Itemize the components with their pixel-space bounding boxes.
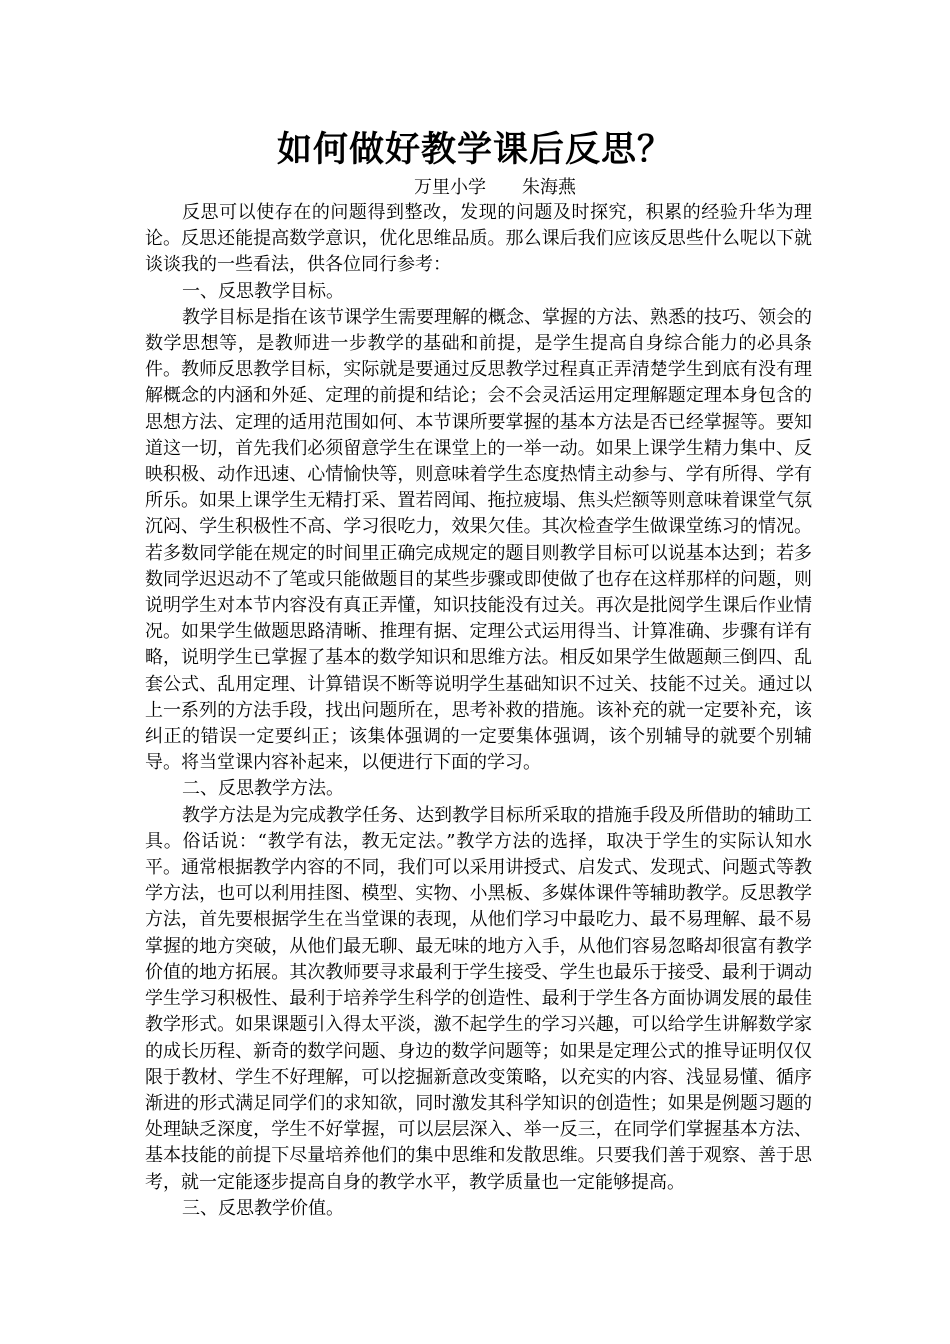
author-line: 万里小学 朱海燕 xyxy=(414,177,576,198)
document-title: 如何做好教学课后反思？ xyxy=(276,129,673,170)
section-heading-3: 三、反思教学价值。 xyxy=(182,1197,344,1219)
section-2-paragraph: 教学方法是为完成教学任务、达到教学目标所采取的措施手段及所借助的辅助工具。俗话说：“教学有法，教无定法。”教学方法的选择，取决于学生的实际认知水平。通常根据教学内容的不同，我们可以采用讲授式、启发式、发现式、问题式等教学方法，也可以利用挂图、模型、实物、小黑板、多媒体课件等辅助教学。反思教学方法，首先要根据学生在当堂课的表现，从他们学习中最吃力、最不易理解、最不易掌握的地方突破，从他们最无聊、最无味的地方入手，从他们容易忽略却很富有教学价值的地方拓展。其次教师要寻求最利于学生接受、学生也最乐于接受、最利于调动学生学习积极性、最利于培养学生科学的创造性、最利于学生各方面协调发展的最佳教学形式。如果课题引入得太平淡，激不起学生的学习兴趣，可以给学生讲解数学家的成长历程、新奇的数学问题、身边的数学问题等；如果是定理公式的推导证明仅仅限于教材、学生不好理解，可以挖掘新意改变策略，以充实的内容、浅显易懂、循序渐进的形式满足同学们的求知欲，同时激发其科学知识的创造性；如果是例题习题的处理缺乏深度，学生不好掌握，可以层层深入、举一反三，在同学们掌握基本方法、基本技能的前提下尽量培养他们的集中思维和发散思维。只要我们善于观察、善于思考，就一定能逐步提高自身的教学水平，教学质量也一定能够提高。 xyxy=(145,804,812,1193)
section-1-paragraph: 教学目标是指在该节课学生需要理解的概念、掌握的方法、熟悉的技巧、领会的数学思想等，是教师进一步教学的基础和前提，是学生提高自身综合能力的必具条件。教师反思教学目标，实际就是要通过反思教学过程真正弄清楚学生到底有没有理解概念的内涵和外延、定理的前提和结论；会不会灵活运用定理解题定理本身包含的思想方法、定理的适用范围如何、本节课所要掌握的基本方法是否已经掌握等。要知道这一切，首先我们必须留意学生在课堂上的一举一动。如果上课学生精力集中、反映积极、动作迅速、心情愉快等，则意味着学生态度热情主动参与、学有所得、学有所乐。如果上课学生无精打采、置若罔闻、拖拉疲塌、焦头烂额等则意味着课堂气氛沉闷、学生积极性不高、学习很吃力，效果欠佳。其次检查学生做课堂练习的情况。若多数同学能在规定的时间里正确完成规定的题目则教学目标可以说基本达到；若多数同学迟迟动不了笔或只能做题目的某些步骤或即使做了也存在这样那样的问题，则说明学生对本节内容没有真正弄懂，知识技能没有过关。再次是批阅学生课后作业情况。如果学生做题思路清晰、推理有据、定理公式运用得当、计算准确、步骤有详有略，说明学生已掌握了基本的数学知识和思维方法。相反如果学生做题颠三倒四、乱套公式、乱用定理、计算错误不断等说明学生基础知识不过关、技能不过关。通过以上一系列的方法手段，找出问题所在，思考补救的措施。该补充的就一定要补充，该纠正的错误一定要纠正；该集体强调的一定要集体强调，该个别辅导的就要个别辅导。将当堂课内容补起来，以便进行下面的学习。 xyxy=(145,306,812,774)
intro-paragraph: 反思可以使存在的问题得到整改，发现的问题及时探究，积累的经验升华为理论。反思还能提高数学意识，优化思维品质。那么课后我们应该反思些什么呢以下就谈谈我的一些看法，供各位同行参考： xyxy=(145,202,812,276)
document-body xyxy=(145,200,812,1222)
section-heading-2: 二、反思教学方法。 xyxy=(182,778,344,800)
section-heading-1: 一、反思教学目标。 xyxy=(182,280,344,302)
